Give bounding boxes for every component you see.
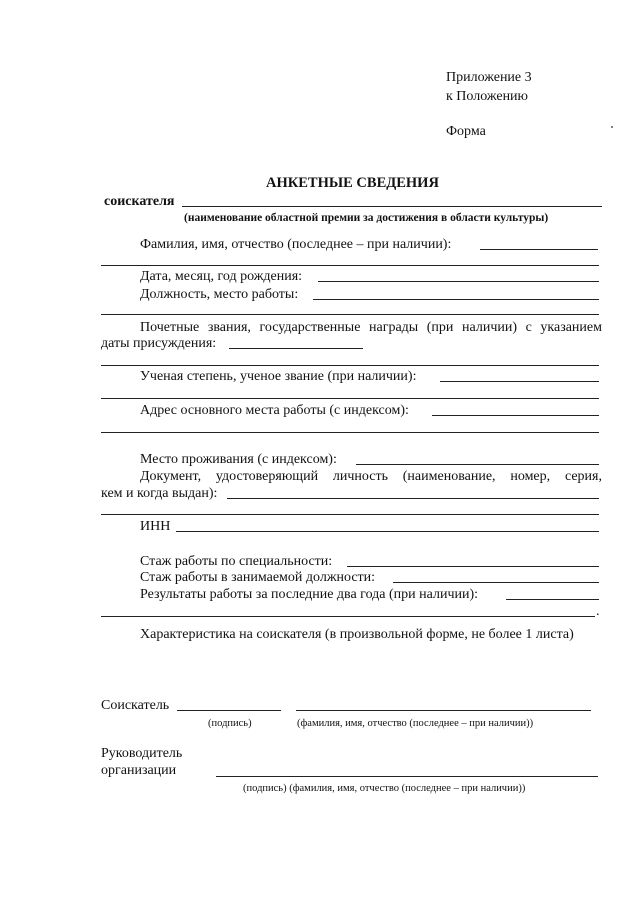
results-continuation-line[interactable]	[101, 616, 595, 617]
position-continuation-line[interactable]	[101, 314, 599, 315]
work-address-continuation-line[interactable]	[101, 432, 599, 433]
position-experience-label: Стаж работы в занимаемой должности:	[140, 570, 376, 585]
form-label: Форма	[446, 124, 486, 139]
fio-label: Фамилия, имя, отчество (последнее – при наличии):	[140, 237, 452, 252]
id-document-continuation-line[interactable]	[101, 514, 599, 515]
applicant-fio-caption: (фамилия, имя, отчество (последнее – при наличии))	[297, 718, 534, 729]
specialty-experience-label: Стаж работы по специальности:	[140, 554, 333, 569]
applicant-signature-label: Соискатель	[101, 698, 170, 713]
honors-date-label: даты присуждения:	[101, 336, 217, 351]
specialty-experience-line[interactable]	[347, 566, 599, 567]
fio-line[interactable]	[480, 249, 598, 250]
scan-speck	[611, 126, 613, 128]
appendix-reference: к Положению	[446, 89, 529, 104]
degree-continuation-line[interactable]	[101, 398, 599, 399]
applicant-signature-line[interactable]	[177, 710, 281, 711]
honors-date-line[interactable]	[229, 348, 363, 349]
degree-label: Ученая степень, ученое звание (при наличии):	[140, 369, 417, 384]
inn-line[interactable]	[176, 531, 599, 532]
results-line[interactable]	[506, 599, 599, 600]
fio-continuation-line[interactable]	[101, 265, 599, 266]
residence-label: Место проживания (с индексом):	[140, 452, 337, 467]
award-caption: (наименование областной премии за достижения в области культуры)	[184, 212, 549, 224]
position-label: Должность, место работы:	[140, 287, 299, 302]
appendix-number: Приложение 3	[446, 70, 532, 85]
applicant-signature-caption: (подпись)	[208, 718, 252, 729]
position-experience-line[interactable]	[393, 582, 599, 583]
id-document-issuer-label: кем и когда выдан):	[101, 486, 218, 501]
id-document-line[interactable]	[227, 498, 599, 499]
birth-date-line[interactable]	[318, 281, 599, 282]
id-document-label: Документ, удостоверяющий личность (наименование, номер, серия,	[140, 469, 602, 484]
characteristic-label: Характеристика на соискателя (в произвольной форме, не более 1 листа)	[140, 627, 574, 642]
applicant-fio-line[interactable]	[296, 710, 591, 711]
work-address-label: Адрес основного места работы (с индексом):	[140, 403, 409, 418]
head-signature-caption: (подпись) (фамилия, имя, отчество (последнее – при наличии))	[243, 783, 526, 794]
results-period: .	[596, 604, 600, 619]
head-label: Руководитель	[101, 746, 183, 761]
award-name-line[interactable]	[182, 206, 602, 207]
residence-line[interactable]	[356, 464, 599, 465]
position-line[interactable]	[313, 299, 599, 300]
work-address-line[interactable]	[432, 415, 599, 416]
inn-label: ИНН	[140, 519, 171, 534]
head-signature-line[interactable]	[216, 776, 598, 777]
organization-label: организации	[101, 763, 177, 778]
birth-date-label: Дата, месяц, год рождения:	[140, 269, 303, 284]
honors-continuation-line[interactable]	[101, 365, 599, 366]
honors-label: Почетные звания, государственные награды (при наличии) с указанием	[140, 320, 602, 335]
page-title: АНКЕТНЫЕ СВЕДЕНИЯ	[266, 175, 439, 191]
results-label: Результаты работы за последние два года (при наличии):	[140, 587, 479, 602]
degree-line[interactable]	[440, 381, 599, 382]
applicant-label: соискателя	[104, 194, 175, 209]
